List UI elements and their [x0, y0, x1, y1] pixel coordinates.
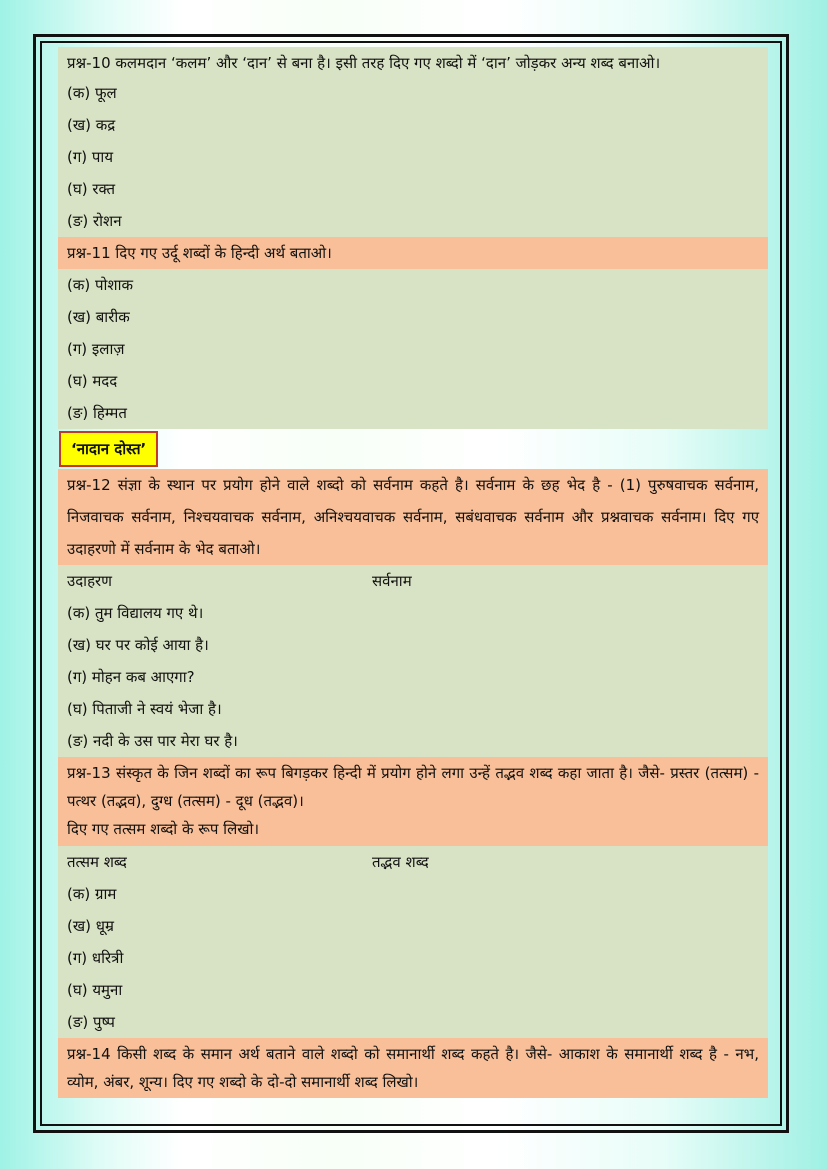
list-item: (क) तुम विद्यालय गए थे। [67, 604, 204, 622]
question-12-table [58, 565, 768, 757]
option-item: (ङ) हिम्मत [67, 404, 127, 422]
question-14: प्रश्न-14 किसी शब्द के समान अर्थ बताने वाले शब्दो को समानार्थी शब्द कहते है। जैसे- आकाश के समानार्थी शब्द है - नभ, व्योम, अंबर, शून्य। दिए गए शब्दो के दो-दो समानार्थी शब्द लिखो। [58, 1038, 768, 1098]
question-10-options [58, 77, 768, 237]
list-item: (घ) यमुना [67, 981, 123, 999]
section-title-row [58, 429, 768, 469]
list-item: (घ) पिताजी ने स्वयं भेजा है। [67, 700, 222, 718]
option-item: (ख) कद्र [67, 116, 116, 134]
question-11-options [58, 269, 768, 429]
list-item: (क) ग्राम [67, 885, 117, 903]
option-item: (घ) रक्त [67, 180, 116, 198]
column-header-tadbhav: तद्भव शब्द [372, 853, 429, 871]
list-item: (ख) घर पर कोई आया है। [67, 636, 209, 654]
option-item: (ग) इलाज़ [67, 340, 125, 358]
question-13: प्रश्न-13 संस्कृत के जिन शब्दों का रूप बिगड़कर हिन्दी में प्रयोग होने लगा उन्हें तद्भव शब्द कहा जाता है। जैसे- प्रस्तर (तत्सम) - पत्थर (तद्भव), दुग्ध (तत्सम) - दूध (तद्भव)। दिए गए तत्सम शब्दो के रूप लिखो। [58, 757, 768, 846]
option-item: (ख) बारीक [67, 308, 130, 326]
column-header-tatsam: तत्सम शब्द [67, 853, 127, 871]
option-item: (ङ) रोशन [67, 212, 122, 230]
list-item: (ग) धरित्री [67, 949, 124, 967]
table-header [67, 846, 759, 878]
table-header [67, 565, 759, 597]
column-header-pronoun: सर्वनाम [372, 572, 412, 590]
list-item: (ङ) पुष्प [67, 1013, 115, 1031]
list-item: (ग) मोहन कब आएगा? [67, 668, 195, 686]
option-item: (घ) मदद [67, 372, 118, 390]
question-11: प्रश्न-11 दिए गए उर्दू शब्दों के हिन्दी अर्थ बताओ। [58, 237, 768, 269]
question-12: प्रश्न-12 संज्ञा के स्थान पर प्रयोग होने वाले शब्दो को सर्वनाम कहते है। सर्वनाम के छह भेद है - (1) पुरुषवाचक सर्वनाम, निजवाचक सर्वनाम, निश्चयवाचक सर्वनाम, अनिश्चयवाचक सर्वनाम, सबंधवाचक सर्वनाम और प्रश्नवाचक सर्वनाम। दिए गए उदाहरणो में सर्वनाम के भेद बताओ। [58, 469, 768, 565]
option-item: (क) फूल [67, 84, 117, 102]
list-item: (ख) धूम्र [67, 917, 114, 935]
column-header-example: उदाहरण [67, 572, 113, 590]
option-item: (क) पोशाक [67, 276, 134, 294]
option-item: (ग) पाय [67, 148, 114, 166]
section-title: ‘नादान दोस्त’ [59, 431, 158, 467]
question-10: प्रश्न-10 कलमदान ‘कलम’ और ‘दान’ से बना है। इसी तरह दिए गए शब्दो में ‘दान’ जोड़कर अन्य शब्द बनाओ। [58, 47, 768, 77]
worksheet-content [58, 47, 768, 1098]
list-item: (ङ) नदी के उस पार मेरा घर है। [67, 732, 238, 750]
question-13-table [58, 846, 768, 1038]
